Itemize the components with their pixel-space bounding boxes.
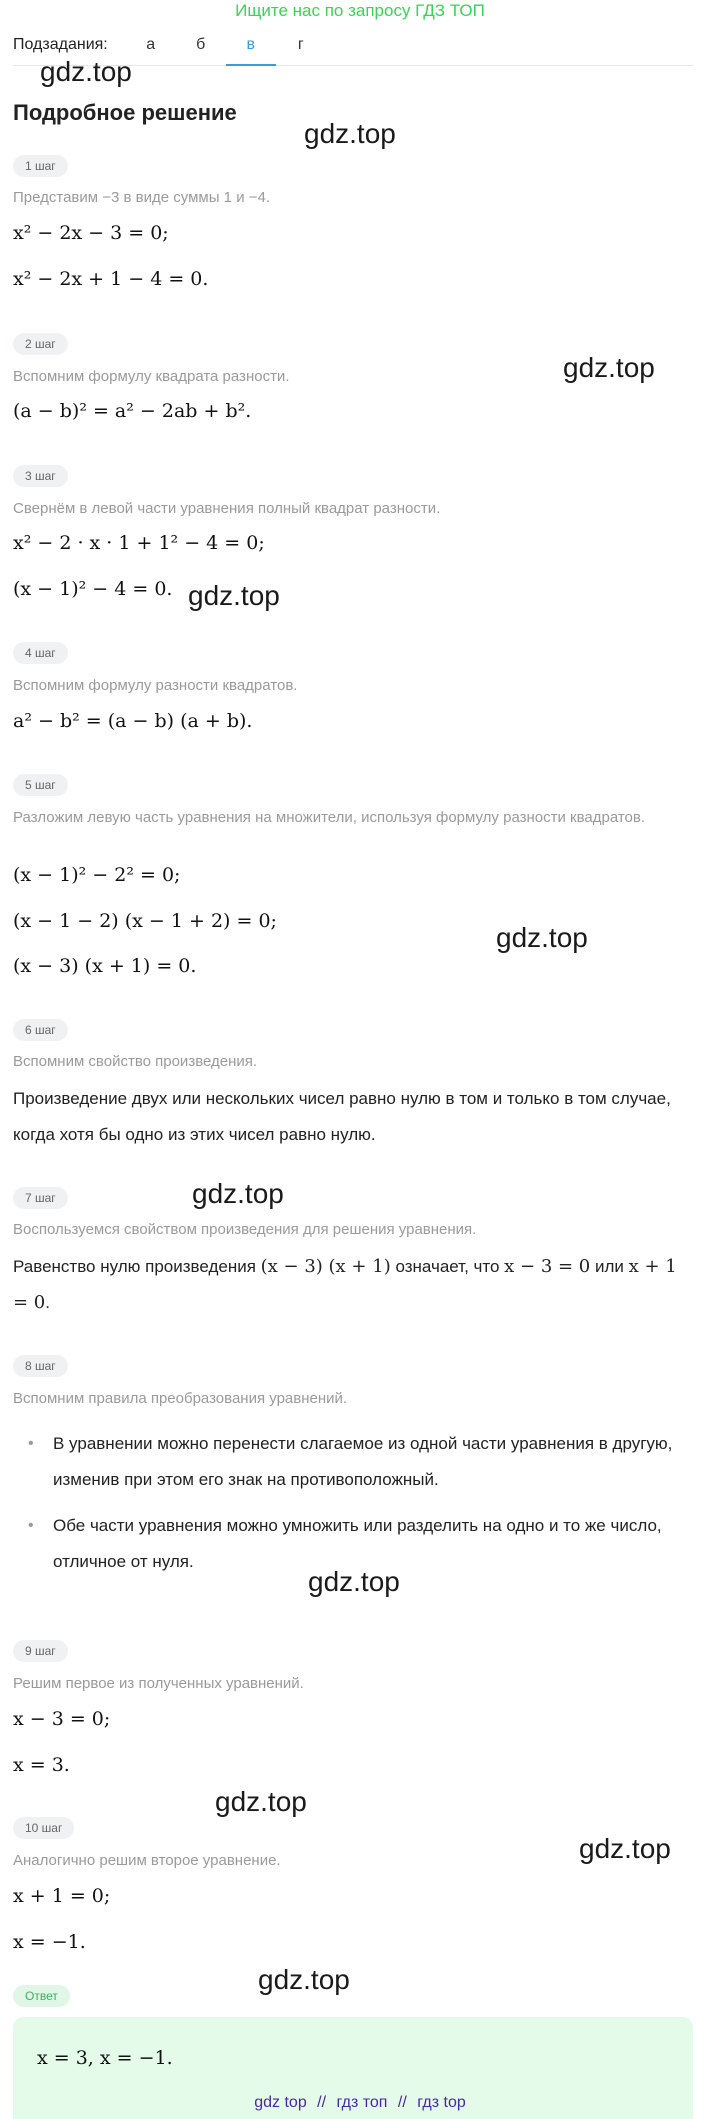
step-badge: 1 шаг [13,155,68,177]
math-line: x² − 2x + 1 − 4 = 0. [13,268,209,290]
step-hint: Представим −3 в виде суммы 1 и −4. [13,189,271,206]
step-badge: 4 шаг [13,642,68,664]
tab-g[interactable]: г [297,36,304,53]
footer-separator: // [397,2094,407,2111]
watermark: gdz.top [258,1964,350,1995]
step-hint: Свернём в левой части уравнения полный квадрат разности. [13,500,441,517]
footer-separator: // [317,2094,327,2111]
math-line: x − 3 = 0; [13,1708,111,1730]
watermark: gdz.top [215,1786,307,1817]
step-hint: Аналогично решим второе уравнение. [13,1852,281,1869]
statement-text: Произведение двух или нескольких чисел равно нулю в том и только в том случае, когда хотя бы одно из этих чисел равно нулю. [13,1089,671,1144]
text-part: Равенство нулю произведения [13,1257,261,1276]
math-line: (x − 3) (x + 1) = 0. [13,955,197,977]
step-badge: 7 шаг [13,1187,68,1209]
step-hint: Вспомним правила преобразования уравнений. [13,1390,348,1407]
math-line: (a − b)² = a² − 2ab + b². [13,400,252,422]
watermark: gdz.top [579,1833,671,1864]
step-hint: Решим первое из полученных уравнений. [13,1675,304,1692]
subtasks-label: Подзадания: [13,36,108,53]
top-banner[interactable]: Ищите нас по запросу ГДЗ ТОП [235,1,485,20]
math-line: (x − 1 − 2) (x − 1 + 2) = 0; [13,910,277,932]
watermark: gdz.top [192,1178,284,1209]
footer-link[interactable]: gdz top [254,2094,307,2111]
watermark: gdz.top [40,56,132,87]
step-badge: 2 шаг [13,333,68,355]
math-line: (x − 1)² − 2² = 0; [13,864,181,886]
step-hint: Вспомним свойство произведения. [13,1053,258,1070]
math-inline: x − 3 = 0 [504,1256,591,1277]
step-badge: 9 шаг [13,1640,68,1662]
step-hint: Разложим левую часть уравнения на множители, используя формулу разности квадратов. [13,809,646,826]
watermark: gdz.top [188,580,280,611]
math-line: a² − b² = (a − b) (a + b). [13,710,253,732]
step-hint: Вспомним формулу квадрата разности. [13,368,290,385]
step-badge: 8 шаг [13,1355,68,1377]
bullet-item: • Обе части уравнения можно умножить или разделить на одно и то же число, отличное от нуля. [13,1508,693,1580]
math-inline: (x − 3) (x + 1) [260,1256,391,1277]
watermark: gdz.top [563,352,655,383]
text-part: означает, что [390,1257,505,1276]
math-line: x = −1. [13,1931,86,1953]
math-line: (x − 1)² − 4 = 0. [13,578,173,600]
math-line: x² − 2 · x · 1 + 1² − 4 = 0; [13,532,265,554]
math-line: x + 1 = 0; [13,1885,111,1907]
bullet-item: • В уравнении можно перенести слагаемое из одной части уравнения в другую, изменив при этом его знак на противоположный. [13,1426,693,1498]
watermark: gdz.top [304,118,396,149]
answer-value: x = 3, x = −1. [37,2047,173,2069]
text-part: . [45,1293,50,1312]
tab-b[interactable]: б [196,36,206,53]
step-badge: 10 шаг [13,1817,74,1839]
page-title: Подробное решение [13,100,237,125]
step-badge: 6 шаг [13,1019,68,1041]
step-badge: 3 шаг [13,465,68,487]
tab-v[interactable]: в [226,30,276,66]
answer-badge: Ответ [13,1985,70,2007]
footer-link[interactable]: гдз топ [336,2094,388,2111]
footer-links [0,2092,720,2114]
statement-text [13,1249,693,1321]
tab-a[interactable]: а [146,36,156,53]
step-badge: 5 шаг [13,774,68,796]
text-part: или [590,1257,629,1276]
footer-link[interactable]: гдз top [417,2094,466,2111]
math-inline: x + 1 = 0 [13,1256,677,1313]
math-line: x = 3. [13,1754,70,1776]
step-hint: Воспользуемся свойством произведения для решения уравнения. [13,1221,477,1238]
math-line: x² − 2x − 3 = 0; [13,222,169,244]
step-hint: Вспомним формулу разности квадратов. [13,677,298,694]
watermark: gdz.top [496,922,588,953]
watermark: gdz.top [308,1566,400,1597]
